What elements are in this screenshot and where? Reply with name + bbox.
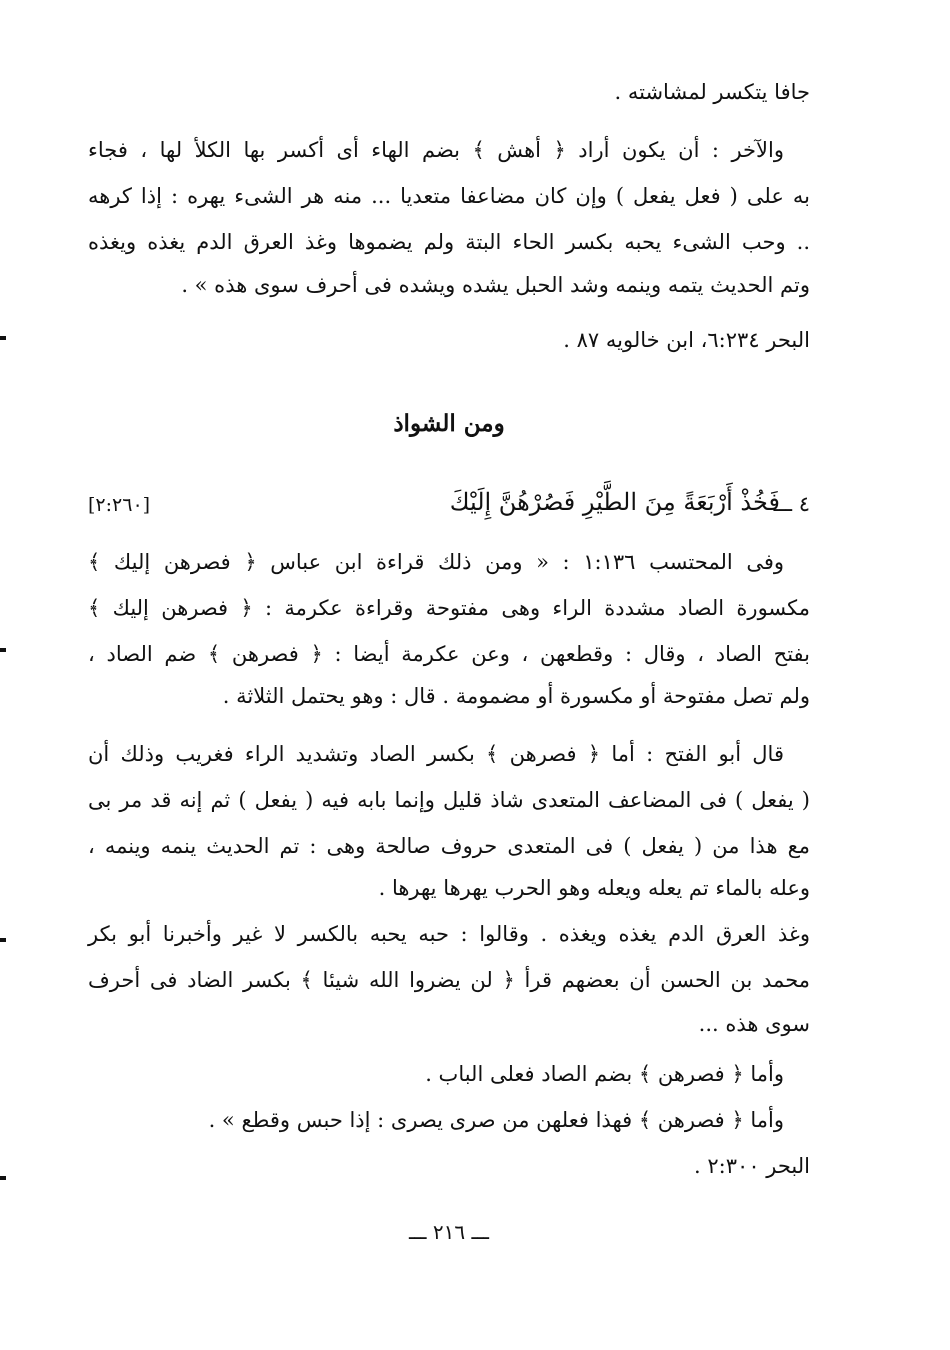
margin-mark [0, 336, 6, 340]
text-line: والآخر : أن يكون أراد ﴿ أهش ﴾ بضم الهاء أى أكسر بها الكلأ لها ، فجاء [88, 138, 784, 162]
verse-reference: [٢:٢٦٠] [88, 494, 151, 516]
text-line: مكسورة الصاد مشددة الراء وهى مفتوحة وقراءة عكرمة : ﴿ فصرهن إليك ﴾ [88, 596, 810, 620]
section-heading: ومن الشواذ [393, 410, 505, 437]
text-line: محمد بن الحسن أن بعضهم قرأ ﴿ لن يضروا الله شيئا ﴾ بكسر الضاد فى أحرف [88, 968, 810, 992]
text-line: مع هذا من ( يفعل ) فى المتعدى حروف صالحة وهى : تم الحديث ينمه وينمه ، [88, 834, 810, 858]
text-line: وعله بالماء تم يعله ويعله وهو الحرب يهرها يهرها . [378, 876, 810, 900]
text-line: وأما ﴿ فصرهن ﴾ بضم الصاد فعلى الباب . [425, 1062, 784, 1086]
text-line: سوى هذه ... [698, 1012, 810, 1036]
text-line: وفى المحتسب ١:١٣٦ : « ومن ذلك قراءة ابن عباس ﴿ فصرهن إليك ﴾ [88, 550, 784, 574]
footnote-source: البحر ٦:٢٣٤، ابن خالويه ٨٧ . [563, 328, 810, 352]
margin-mark [0, 648, 6, 652]
quran-verse: فَخُذْ أَرْبَعَةً مِنَ الطَّيْرِ فَصُرْهُنَّ إِلَيْكَ [449, 488, 780, 516]
page-number: ـــ ٢١٦ ـــ [408, 1220, 490, 1244]
text-line: وغذ العرق الدم يغذه ويغذه . وقالوا : حبه يحبه بالكسر لا غير وأخبرنا أبو بكر [88, 922, 810, 946]
text-line: بفتح الصاد ، وقال : وقطعهن ، وعن عكرمة أيضا : ﴿ فصرهن ﴾ ضم الصاد ، [88, 642, 810, 666]
text-line: .. وحب الشىء يحبه بكسر الحاء البتة ولم يضموها وغذ العرق الدم يغذه ويغذه [88, 230, 810, 254]
verse-number: ٤ ـــ [773, 492, 810, 516]
text-line: ( يفعل ) فى المضاعف المتعدى شاذ قليل وإنما بابه فيه ( يفعل ) ثم إنه قد مر بى [88, 788, 810, 812]
text-line: ولم تصل مفتوحة أو مكسورة أو مضمومة . قال : وهو يحتمل الثلاثة . [222, 684, 810, 708]
text-line: جافا يتكسر لمشاشته . [614, 80, 810, 104]
text-line: وتم الحديث يتمه وينمه وشد الحبل يشده ويشده فى أحرف سوى هذه » . [181, 273, 810, 297]
text-line: وأما ﴿ فصرهن ﴾ فهذا فعلهن من صرى يصرى : إذا حبس وقطع » . [208, 1108, 784, 1132]
margin-mark [0, 938, 6, 942]
text-line: به على ( فعل يفعل ) وإن كان مضاعفا متعديا ... منه هر الشىء يهره : إذا كرهه [88, 184, 810, 208]
footnote-source: البحر ٢:٣٠٠ . [694, 1154, 810, 1178]
margin-mark [0, 1176, 6, 1180]
text-line: قال أبو الفتح : أما ﴿ فصرهن ﴾ بكسر الصاد وتشديد الراء فغريب وذلك أن [88, 742, 784, 766]
